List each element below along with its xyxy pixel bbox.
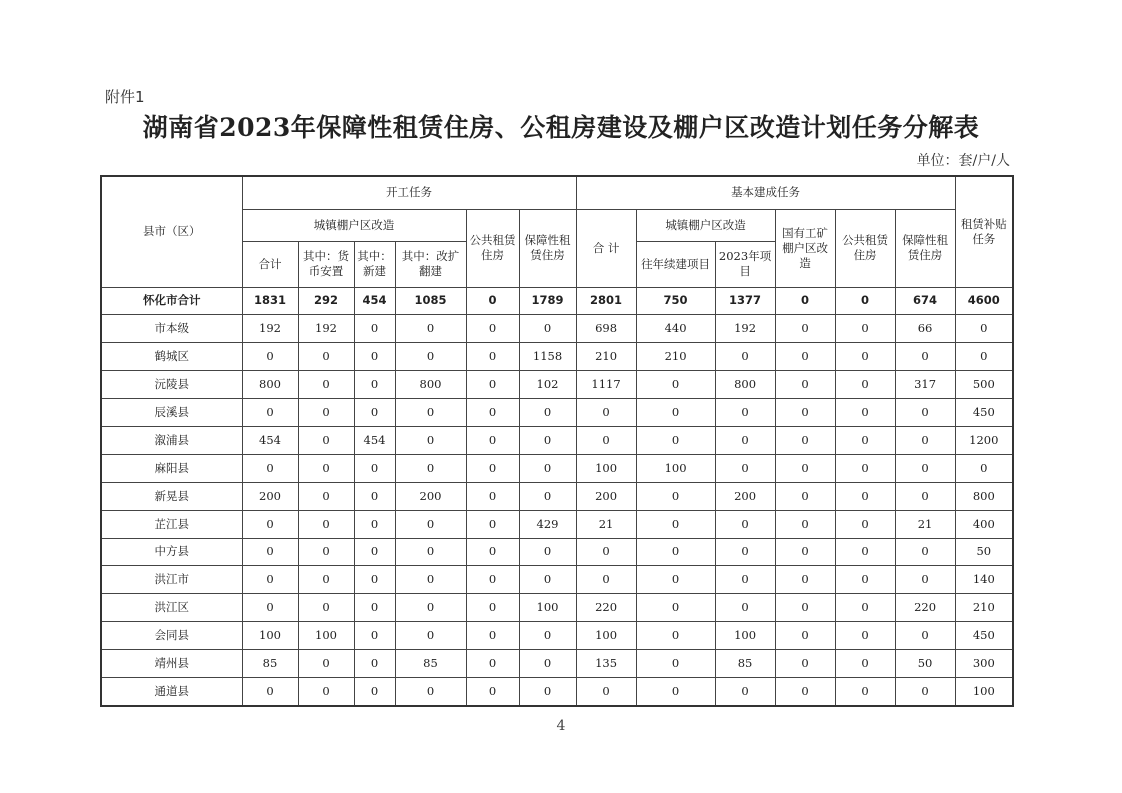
cell: 800: [242, 371, 298, 399]
cell: 102: [519, 371, 576, 399]
cell: 0: [354, 315, 395, 343]
header-urban-shanty: 城镇棚户区改造: [242, 209, 466, 241]
cell: 750: [636, 287, 715, 315]
row-name: 中方县: [101, 538, 242, 566]
cell: 0: [354, 650, 395, 678]
cell: 0: [395, 399, 466, 427]
cell: 0: [715, 566, 775, 594]
row-name: 鹤城区: [101, 343, 242, 371]
row-name: 市本级: [101, 315, 242, 343]
cell: 210: [636, 343, 715, 371]
header-new-build: 其中：新建: [354, 241, 395, 287]
cell: 0: [354, 482, 395, 510]
cell: 0: [298, 650, 354, 678]
cell: 0: [576, 566, 636, 594]
cell: 220: [895, 594, 955, 622]
cell: 100: [298, 622, 354, 650]
cell: 0: [835, 510, 895, 538]
cell: 192: [242, 315, 298, 343]
cell: 0: [395, 426, 466, 454]
task-table: [100, 175, 1014, 707]
header-year-2023: 2023年项目: [715, 241, 775, 287]
cell: 85: [715, 650, 775, 678]
table-row: [101, 287, 1013, 315]
header-prior-years: 往年续建项目: [636, 241, 715, 287]
cell: 100: [576, 622, 636, 650]
cell: 0: [298, 343, 354, 371]
header-urban-shanty-2: 城镇棚户区改造: [636, 209, 775, 241]
cell: 0: [576, 538, 636, 566]
cell: 0: [242, 538, 298, 566]
row-name: 会同县: [101, 622, 242, 650]
cell: 0: [395, 315, 466, 343]
cell: 800: [395, 371, 466, 399]
cell: 0: [395, 594, 466, 622]
cell: 800: [715, 371, 775, 399]
cell: 0: [519, 482, 576, 510]
cell: 500: [955, 371, 1013, 399]
cell: 0: [395, 343, 466, 371]
cell: 0: [636, 371, 715, 399]
cell: 100: [576, 454, 636, 482]
cell: 0: [955, 454, 1013, 482]
cell: 0: [466, 594, 519, 622]
cell: 0: [895, 343, 955, 371]
row-name: 沅陵县: [101, 371, 242, 399]
cell: 0: [576, 677, 636, 705]
cell: 0: [519, 426, 576, 454]
cell: 85: [242, 650, 298, 678]
cell: 0: [835, 566, 895, 594]
cell: 0: [775, 510, 835, 538]
table-row: [101, 538, 1013, 566]
header-affordable-rental: 保障性租赁住房: [519, 209, 576, 287]
header-affordable-rental-2: 保障性租赁住房: [895, 209, 955, 287]
cell: 0: [298, 510, 354, 538]
row-name: 麻阳县: [101, 454, 242, 482]
cell: 0: [775, 677, 835, 705]
cell: 0: [835, 594, 895, 622]
cell: 85: [395, 650, 466, 678]
cell: 0: [466, 650, 519, 678]
cell: 317: [895, 371, 955, 399]
unit-label: 单位：套/户/人: [916, 153, 1010, 169]
cell: 0: [835, 677, 895, 705]
cell: 0: [895, 482, 955, 510]
cell: 0: [354, 677, 395, 705]
cell: 1200: [955, 426, 1013, 454]
cell: 21: [576, 510, 636, 538]
cell: 0: [715, 594, 775, 622]
cell: 0: [835, 315, 895, 343]
cell: 0: [354, 371, 395, 399]
cell: 0: [895, 677, 955, 705]
cell: 0: [576, 426, 636, 454]
cell: 66: [895, 315, 955, 343]
cell: 0: [466, 538, 519, 566]
cell: 450: [955, 399, 1013, 427]
cell: 0: [395, 566, 466, 594]
table-row: [101, 677, 1013, 705]
row-name: 辰溪县: [101, 399, 242, 427]
cell: 0: [242, 454, 298, 482]
cell: 0: [775, 399, 835, 427]
cell: 0: [835, 650, 895, 678]
cell: 0: [395, 510, 466, 538]
cell: 0: [242, 343, 298, 371]
cell: 200: [242, 482, 298, 510]
cell: 1158: [519, 343, 576, 371]
cell: 800: [955, 482, 1013, 510]
header-state-mining: 国有工矿棚户区改造: [775, 209, 835, 287]
page-number: 4: [556, 718, 566, 734]
cell: 0: [466, 622, 519, 650]
cell: 0: [835, 454, 895, 482]
cell: 0: [636, 566, 715, 594]
cell: 454: [242, 426, 298, 454]
cell: 400: [955, 510, 1013, 538]
cell: 0: [835, 371, 895, 399]
cell: 429: [519, 510, 576, 538]
cell: 0: [298, 454, 354, 482]
cell: 0: [715, 538, 775, 566]
table-row: [101, 315, 1013, 343]
cell: 454: [354, 287, 395, 315]
cell: 0: [895, 399, 955, 427]
cell: 0: [715, 343, 775, 371]
cell: 100: [715, 622, 775, 650]
cell: 0: [466, 315, 519, 343]
cell: 0: [895, 426, 955, 454]
document-title: 湖南省2023年保障性租赁住房、公租房建设及棚户区改造计划任务分解表: [142, 113, 980, 142]
cell: 0: [466, 426, 519, 454]
row-name: 新晃县: [101, 482, 242, 510]
cell: 0: [835, 287, 895, 315]
cell: 0: [715, 426, 775, 454]
cell: 0: [354, 399, 395, 427]
cell: 0: [955, 315, 1013, 343]
cell: 0: [242, 566, 298, 594]
cell: 292: [298, 287, 354, 315]
cell: 698: [576, 315, 636, 343]
cell: 0: [395, 454, 466, 482]
cell: 0: [466, 287, 519, 315]
cell: 0: [466, 454, 519, 482]
cell: 0: [298, 566, 354, 594]
table-row: [101, 399, 1013, 427]
cell: 220: [576, 594, 636, 622]
cell: 0: [354, 343, 395, 371]
table-row: [101, 594, 1013, 622]
cell: 0: [775, 343, 835, 371]
cell: 0: [519, 538, 576, 566]
cell: 0: [835, 538, 895, 566]
cell: 0: [835, 622, 895, 650]
cell: 0: [395, 538, 466, 566]
cell: 0: [519, 399, 576, 427]
table-row: [101, 426, 1013, 454]
cell: 0: [715, 454, 775, 482]
cell: 0: [636, 538, 715, 566]
cell: 0: [519, 622, 576, 650]
cell: 0: [895, 454, 955, 482]
cell: 0: [466, 566, 519, 594]
cell: 0: [298, 371, 354, 399]
cell: 0: [835, 399, 895, 427]
cell: 0: [636, 677, 715, 705]
cell: 0: [466, 343, 519, 371]
cell: 0: [775, 566, 835, 594]
cell: 0: [955, 343, 1013, 371]
table-row: [101, 622, 1013, 650]
cell: 0: [519, 677, 576, 705]
cell: 0: [298, 594, 354, 622]
cell: 0: [466, 371, 519, 399]
header-public-rental-2: 公共租赁住房: [835, 209, 895, 287]
row-name: 靖州县: [101, 650, 242, 678]
cell: 0: [354, 622, 395, 650]
row-name: 怀化市合计: [101, 287, 242, 315]
cell: 135: [576, 650, 636, 678]
cell: 440: [636, 315, 715, 343]
cell: 454: [354, 426, 395, 454]
row-name: 洪江市: [101, 566, 242, 594]
row-name: 洪江区: [101, 594, 242, 622]
cell: 0: [715, 677, 775, 705]
cell: 0: [775, 538, 835, 566]
cell: 0: [835, 482, 895, 510]
cell: 200: [576, 482, 636, 510]
cell: 0: [775, 650, 835, 678]
row-name: 通道县: [101, 677, 242, 705]
cell: 674: [895, 287, 955, 315]
cell: 100: [636, 454, 715, 482]
cell: 0: [242, 594, 298, 622]
cell: 0: [895, 538, 955, 566]
cell: 210: [955, 594, 1013, 622]
cell: 0: [519, 454, 576, 482]
cell: 0: [775, 315, 835, 343]
cell: 0: [835, 343, 895, 371]
header-monetary: 其中：货币安置: [298, 241, 354, 287]
cell: 0: [636, 426, 715, 454]
cell: 200: [395, 482, 466, 510]
cell: 0: [895, 566, 955, 594]
cell: 50: [895, 650, 955, 678]
cell: 0: [715, 510, 775, 538]
cell: 1085: [395, 287, 466, 315]
table-row: [101, 343, 1013, 371]
header-renovate: 其中：改扩翻建: [395, 241, 466, 287]
cell: 0: [775, 371, 835, 399]
cell: 0: [242, 399, 298, 427]
cell: 450: [955, 622, 1013, 650]
cell: 192: [298, 315, 354, 343]
header-total: 合计: [242, 241, 298, 287]
cell: 0: [636, 622, 715, 650]
cell: 0: [519, 315, 576, 343]
cell: 0: [775, 287, 835, 315]
cell: 192: [715, 315, 775, 343]
cell: 0: [466, 510, 519, 538]
cell: 50: [955, 538, 1013, 566]
cell: 100: [242, 622, 298, 650]
cell: 0: [298, 538, 354, 566]
cell: 0: [775, 622, 835, 650]
cell: 0: [466, 399, 519, 427]
cell: 0: [775, 454, 835, 482]
header-public-rental: 公共租赁住房: [466, 209, 519, 287]
cell: 200: [715, 482, 775, 510]
cell: 0: [354, 538, 395, 566]
cell: 0: [519, 566, 576, 594]
row-name: 芷江县: [101, 510, 242, 538]
cell: 2801: [576, 287, 636, 315]
cell: 100: [519, 594, 576, 622]
cell: 0: [636, 594, 715, 622]
table-row: [101, 566, 1013, 594]
cell: 0: [298, 482, 354, 510]
cell: 0: [354, 454, 395, 482]
cell: 0: [466, 482, 519, 510]
cell: 0: [466, 677, 519, 705]
cell: 0: [395, 677, 466, 705]
table-row: [101, 482, 1013, 510]
attachment-label: 附件1: [105, 88, 145, 106]
cell: 0: [636, 482, 715, 510]
cell: 0: [395, 622, 466, 650]
cell: 1789: [519, 287, 576, 315]
cell: 300: [955, 650, 1013, 678]
cell: 140: [955, 566, 1013, 594]
header-basic-completion: 基本建成任务: [576, 176, 955, 209]
cell: 0: [576, 399, 636, 427]
cell: 4600: [955, 287, 1013, 315]
cell: 0: [242, 510, 298, 538]
cell: 0: [242, 677, 298, 705]
cell: 1831: [242, 287, 298, 315]
cell: 0: [354, 510, 395, 538]
cell: 0: [775, 594, 835, 622]
header-county: 县市（区）: [101, 176, 242, 287]
cell: 0: [835, 426, 895, 454]
header-completion-total: 合 计: [576, 209, 636, 287]
cell: 0: [775, 426, 835, 454]
header-start-tasks: 开工任务: [242, 176, 576, 209]
table-row: [101, 510, 1013, 538]
header-rent-subsidy: 租赁补贴任务: [955, 176, 1013, 287]
cell: 0: [636, 399, 715, 427]
table-row: [101, 454, 1013, 482]
cell: 0: [519, 650, 576, 678]
row-name: 溆浦县: [101, 426, 242, 454]
cell: 0: [298, 399, 354, 427]
cell: 0: [775, 482, 835, 510]
cell: 0: [354, 594, 395, 622]
table-row: [101, 650, 1013, 678]
cell: 210: [576, 343, 636, 371]
cell: 21: [895, 510, 955, 538]
cell: 0: [298, 677, 354, 705]
cell: 0: [354, 566, 395, 594]
cell: 0: [715, 399, 775, 427]
cell: 0: [636, 650, 715, 678]
cell: 1117: [576, 371, 636, 399]
cell: 1377: [715, 287, 775, 315]
cell: 0: [298, 426, 354, 454]
table-row: [101, 371, 1013, 399]
cell: 0: [895, 622, 955, 650]
cell: 100: [955, 677, 1013, 705]
cell: 0: [636, 510, 715, 538]
